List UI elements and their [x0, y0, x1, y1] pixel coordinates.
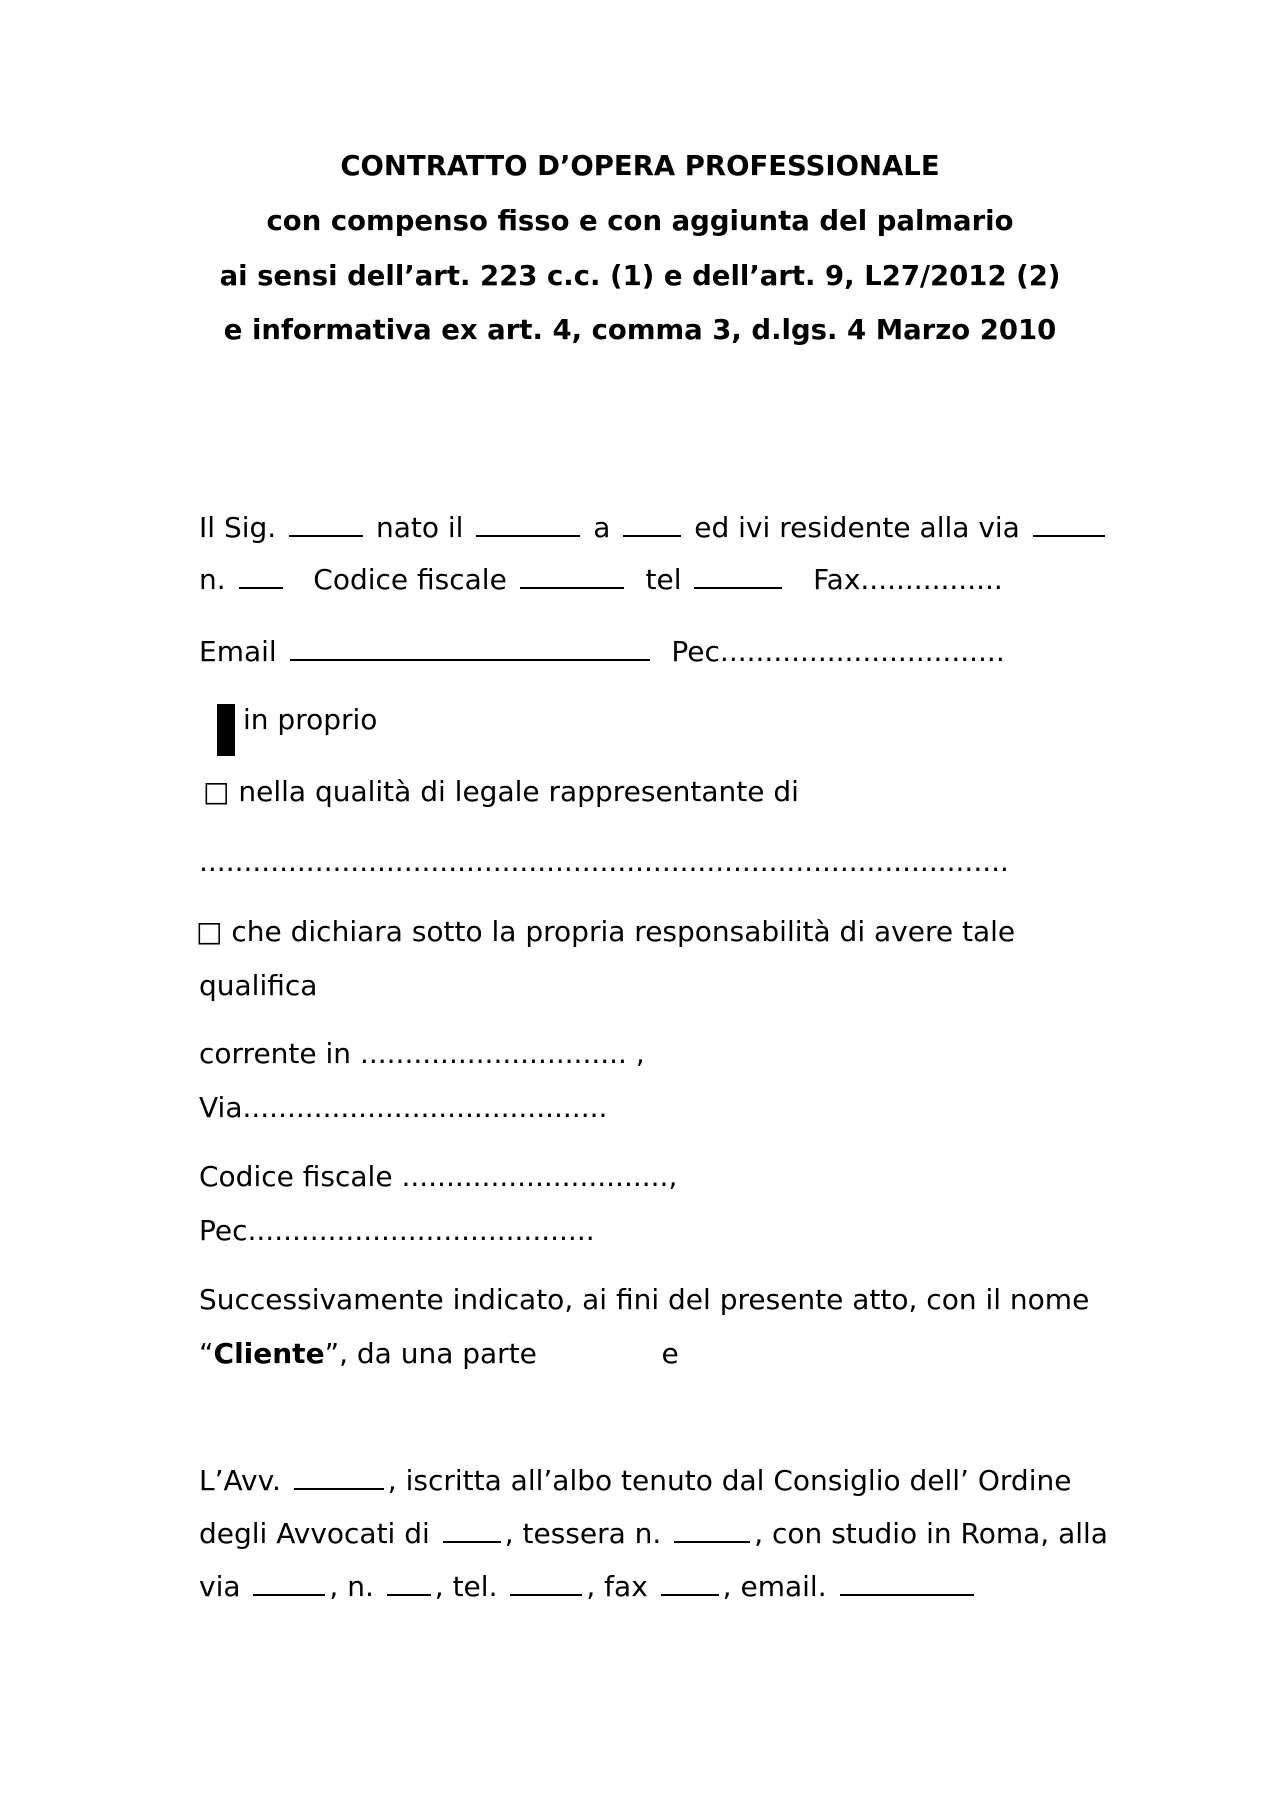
a-label: a — [593, 511, 611, 544]
sig-name-blank[interactable] — [289, 511, 363, 537]
lawyer-n-blank[interactable] — [387, 1570, 431, 1596]
client-identity-line — [199, 511, 1109, 545]
lawyer-n-label: , n. — [329, 1570, 374, 1603]
via-line: Via......................................... — [199, 1091, 608, 1124]
corrente-in-line: corrente in .............................. , — [199, 1037, 645, 1070]
in-proprio-label: in proprio — [243, 703, 378, 736]
cliente-term: Cliente — [213, 1337, 325, 1370]
sig-label: Il Sig. — [199, 511, 277, 544]
in-proprio-checkbox[interactable] — [217, 704, 235, 756]
email-blank[interactable] — [290, 635, 650, 661]
phone-blank[interactable] — [694, 563, 782, 589]
via-label: via — [199, 1570, 241, 1603]
address-blank[interactable] — [1033, 511, 1105, 537]
fiscal-code-blank[interactable] — [520, 563, 624, 589]
lawyer-name-blank[interactable] — [294, 1464, 384, 1490]
e-conjunction: e — [661, 1337, 679, 1370]
lawyer-via-blank[interactable] — [253, 1570, 325, 1596]
residente-label: ed ivi residente alla via — [694, 511, 1020, 544]
client-details-line — [199, 563, 1003, 597]
title-line-1: CONTRATTO D’OPERA PROFESSIONALE — [340, 150, 940, 182]
client-email-line — [199, 635, 1005, 669]
company-pec-line: Pec....................................... — [199, 1214, 595, 1247]
tessera-label: , tessera n. — [504, 1517, 662, 1550]
fax-label: Fax................ — [813, 563, 1003, 596]
lawyer-tel-blank[interactable] — [510, 1570, 582, 1596]
lawyer-fax-label: , fax — [586, 1570, 648, 1603]
lawyer-line-1 — [199, 1464, 1071, 1498]
title-line-3: ai sensi dell’art. 223 c.c. (1) e dell’art. 9, L27/2012 (2) — [219, 260, 1061, 292]
legale-rappresentante-option[interactable]: □ nella qualità di legale rappresentante di — [203, 775, 799, 808]
cf-label: Codice fiscale — [313, 563, 507, 596]
title-line-2: con compenso fisso e con aggiunta del palmario — [266, 205, 1014, 237]
lawyer-line-3 — [199, 1570, 978, 1604]
lawyer-line-2 — [199, 1517, 1108, 1551]
lawyer-email-label: , email. — [722, 1570, 827, 1603]
iscritta-label: , iscritta all’albo tenuto dal Consiglio dell’ Ordine — [387, 1464, 1072, 1497]
birth-date-blank[interactable] — [476, 511, 580, 537]
pec-label: Pec................................ — [671, 635, 1005, 668]
lawyer-email-blank[interactable] — [840, 1570, 974, 1596]
title-line-4: e informativa ex art. 4, comma 3, d.lgs. 4 Marzo 2010 — [223, 314, 1057, 346]
company-fiscal-code-line: Codice fiscale .............................., — [199, 1160, 678, 1193]
open-quote: “ — [199, 1337, 214, 1370]
cliente-line — [199, 1337, 679, 1371]
email-label: Email — [199, 635, 277, 668]
successivamente-line: Successivamente indicato, ai fini del presente atto, con il nome — [199, 1283, 1090, 1316]
degli-label: degli Avvocati di — [199, 1517, 430, 1550]
tel-label: tel — [645, 563, 682, 596]
dichiara-option[interactable]: □ che dichiara sotto la propria responsabilità di avere tale — [196, 915, 1016, 948]
house-number-blank[interactable] — [239, 563, 283, 589]
avv-label: L’Avv. — [199, 1464, 281, 1497]
company-dotted-line: ........................................................................................... — [199, 845, 1009, 878]
birth-place-blank[interactable] — [623, 511, 681, 537]
bar-city-blank[interactable] — [443, 1517, 501, 1543]
da-una-parte: ”, da una parte — [324, 1337, 537, 1370]
n-label: n. — [199, 563, 226, 596]
studio-label: , con studio in Roma, alla — [754, 1517, 1108, 1550]
lawyer-fax-blank[interactable] — [661, 1570, 719, 1596]
lawyer-tel-label: , tel. — [434, 1570, 498, 1603]
dichiara-line-2: qualifica — [199, 969, 318, 1002]
tessera-blank[interactable] — [674, 1517, 750, 1543]
nato-label: nato il — [375, 511, 464, 544]
